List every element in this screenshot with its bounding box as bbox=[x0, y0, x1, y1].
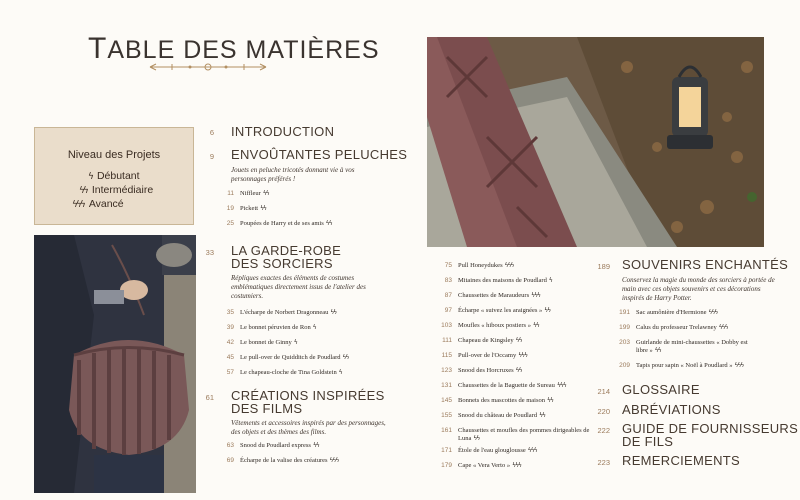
toc-item[interactable]: L'écharpe de Norbert Dragonneau ϟϟ bbox=[240, 309, 337, 316]
section-description: Vêtements et accessoires inspirés par des personnages, des objets et des thèmes des films. bbox=[231, 419, 386, 436]
toc-item[interactable]: Le pull-over de Quidditch de Poudlard ϟϟ bbox=[240, 354, 349, 361]
item-page: 83 bbox=[444, 277, 452, 284]
toc-item[interactable]: Pull-over de l'Occamy ϟϟϟ bbox=[458, 352, 528, 359]
section-description: Jouets en peluche tricotés donnant vie à vos personnages préférés ! bbox=[231, 166, 355, 183]
lightning-icon: ϟϟ bbox=[547, 397, 553, 404]
item-page: 87 bbox=[444, 292, 452, 299]
item-page: 191 bbox=[619, 309, 630, 316]
item-page: 123 bbox=[441, 367, 452, 374]
section-description: Répliques exactes des éléments de costumes emblématiques directement issus de l'atelier des costumiers. bbox=[231, 274, 366, 300]
toc-item[interactable]: Calus du professeur Trelawney ϟϟϟ bbox=[636, 324, 728, 331]
item-page: 63 bbox=[226, 442, 234, 449]
section-page: 189 bbox=[597, 262, 610, 271]
lightning-icon: ϟϟ bbox=[532, 322, 539, 329]
lightning-icon: ϟϟϟ bbox=[329, 457, 339, 464]
item-page: 75 bbox=[444, 262, 452, 269]
lightning-icon: ϟϟϟ bbox=[556, 382, 566, 389]
toc-item[interactable]: Moufles « hiboux postiers » ϟϟ bbox=[458, 322, 539, 329]
item-page: 155 bbox=[441, 412, 452, 419]
section-fournisseurs[interactable]: GUIDE DE FOURNISSEURS bbox=[622, 421, 799, 436]
lightning-icon: ϟϟϟ bbox=[512, 462, 521, 469]
toc-item[interactable]: Tapis pour sapin « Noël à Poudlard » ϟϟϟ bbox=[636, 362, 744, 369]
item-page: 103 bbox=[441, 322, 452, 329]
item-page: 45 bbox=[226, 354, 234, 361]
lightning-icon: ϟϟϟ bbox=[708, 309, 718, 316]
photo-knitted-bag bbox=[34, 235, 196, 493]
item-page: 42 bbox=[226, 339, 234, 346]
legend-heading: Niveau des Projets bbox=[67, 149, 161, 161]
section-garderobe[interactable]: LA GARDE-ROBE bbox=[231, 243, 342, 258]
section-page: 61 bbox=[205, 393, 214, 402]
toc-item[interactable]: Cape « Vera Verto » ϟϟϟ bbox=[458, 462, 521, 469]
item-page: 57 bbox=[226, 369, 234, 376]
lightning-icon: ϟϟ bbox=[260, 205, 266, 212]
item-page: 19 bbox=[226, 205, 234, 212]
lightning-icon: ϟϟϟ bbox=[527, 447, 537, 454]
toc-item[interactable]: Chaussettes de la Baguette de Sureau ϟϟϟ bbox=[458, 382, 566, 389]
lightning-icon: ϟϟ bbox=[654, 347, 661, 354]
toc-item[interactable]: Guirlande de mini-chaussettes « Dobby est libre » ϟϟ bbox=[636, 339, 748, 354]
toc-item[interactable]: Chaussettes et moufles des pommes dirigeables de Luna ϟϟ bbox=[458, 427, 590, 442]
lightning-icon: ϟϟ bbox=[539, 412, 545, 419]
item-page: 199 bbox=[619, 324, 630, 331]
lightning-icon: ϟϟ bbox=[473, 435, 480, 442]
lightning-icon: ϟϟϟ bbox=[518, 352, 528, 359]
lightning-icon: ϟ bbox=[548, 277, 552, 284]
project-level-legend bbox=[34, 127, 194, 225]
item-page: 171 bbox=[441, 447, 452, 454]
item-page: 11 bbox=[227, 190, 234, 197]
toc-item[interactable]: Poupées de Harry et de ses amis ϟϟ bbox=[240, 220, 332, 227]
item-page: 97 bbox=[444, 307, 452, 314]
toc-item[interactable]: Chapeau de Kingsley ϟϟ bbox=[458, 337, 522, 344]
toc-item[interactable]: Chaussettes de Maraudeurs ϟϟϟ bbox=[458, 292, 540, 299]
lightning-icon: ϟϟϟ bbox=[718, 324, 728, 331]
toc-item[interactable]: Sac aumônière d'Hermione ϟϟϟ bbox=[636, 309, 718, 316]
section-abreviations[interactable]: ABRÉVIATIONS bbox=[622, 402, 721, 417]
lightning-icon: ϟϟϟ bbox=[504, 262, 514, 269]
lightning-icon: ϟϟ bbox=[515, 337, 522, 344]
level-advanced: ϟϟϟ Avancé bbox=[72, 198, 124, 210]
section-page: 223 bbox=[597, 458, 610, 467]
toc-item[interactable]: Bonnets des mascottes de maison ϟϟ bbox=[458, 397, 553, 404]
lightning-icon: ϟϟ bbox=[79, 186, 87, 196]
item-page: 115 bbox=[441, 352, 452, 359]
item-page: 161 bbox=[441, 427, 452, 434]
section-page: 9 bbox=[209, 152, 214, 161]
item-page: 111 bbox=[442, 337, 452, 344]
toc-item[interactable]: Snood du château de Poudlard ϟϟ bbox=[458, 412, 545, 419]
item-page: 39 bbox=[226, 324, 234, 331]
section-garderobe-line2: DES SORCIERS bbox=[231, 256, 333, 271]
lightning-icon: ϟ bbox=[293, 339, 297, 346]
section-page: 33 bbox=[205, 248, 214, 257]
item-page: 69 bbox=[226, 457, 234, 464]
section-page: 214 bbox=[597, 387, 610, 396]
toc-item[interactable]: Pickett ϟϟ bbox=[240, 205, 266, 212]
lightning-icon: ϟϟ bbox=[544, 307, 551, 314]
lightning-icon: ϟϟ bbox=[312, 442, 319, 449]
toc-item[interactable]: Écharpe « suivez les araignées » ϟϟ bbox=[458, 307, 551, 314]
toc-item[interactable]: Le bonnet de Ginny ϟ bbox=[240, 339, 297, 346]
lightning-icon: ϟϟ bbox=[342, 354, 349, 361]
lightning-icon: ϟϟϟ bbox=[734, 362, 744, 369]
toc-item[interactable]: Le bonnet péruvien de Ron ϟ bbox=[240, 324, 316, 331]
section-peluches[interactable]: ENVOÛTANTES PELUCHES bbox=[231, 147, 408, 162]
lightning-icon: ϟϟ bbox=[262, 190, 269, 197]
toc-item[interactable]: Niffleur ϟϟ bbox=[240, 190, 269, 197]
item-page: 25 bbox=[226, 220, 234, 227]
title-ornament bbox=[148, 62, 268, 72]
section-glossaire[interactable]: GLOSSAIRE bbox=[622, 382, 700, 397]
toc-item[interactable]: Pull Honeydukes ϟϟϟ bbox=[458, 262, 514, 269]
toc-item[interactable]: Snood des Horcruxes ϟϟ bbox=[458, 367, 522, 374]
lightning-icon: ϟ bbox=[312, 324, 316, 331]
section-page: 220 bbox=[597, 407, 610, 416]
page-title: TABLE DES MATIÈRES bbox=[88, 32, 380, 65]
lightning-icon: ϟϟ bbox=[330, 309, 337, 316]
level-beginner: ϟ Débutant bbox=[88, 170, 140, 182]
section-page: 222 bbox=[597, 426, 610, 435]
lightning-icon: ϟϟϟ bbox=[72, 200, 84, 210]
lightning-icon: ϟϟ bbox=[325, 220, 332, 227]
toc-item[interactable]: Écharpe de la valise des créatures ϟϟϟ bbox=[240, 457, 339, 464]
item-page: 179 bbox=[441, 462, 452, 469]
section-fournisseurs-line2: DE FILS bbox=[622, 434, 674, 449]
section-description: Conservez la magie du monde des sorciers à portée de main avec ces objets souvenirs et ces décorations inspirés de Harry Potter. bbox=[622, 276, 775, 302]
toc-item[interactable]: Mitaines des maisons de Poudlard ϟ bbox=[458, 277, 552, 284]
toc-item[interactable]: Snood du Poudlard express ϟϟ bbox=[240, 442, 319, 449]
section-page: 6 bbox=[209, 128, 214, 137]
section-souvenirs[interactable]: SOUVENIRS ENCHANTÉS bbox=[622, 257, 789, 272]
item-page: 145 bbox=[441, 397, 452, 404]
lightning-icon: ϟϟ bbox=[515, 367, 522, 374]
item-page: 203 bbox=[619, 339, 630, 346]
toc-item[interactable]: Le chapeau-cloche de Tina Goldstein ϟ bbox=[240, 369, 342, 376]
lightning-icon: ϟ bbox=[88, 172, 92, 182]
photo-knitted-scarf-lantern bbox=[427, 37, 764, 247]
lightning-icon: ϟϟϟ bbox=[531, 292, 540, 299]
section-remerciements[interactable]: REMERCIEMENTS bbox=[622, 453, 741, 468]
section-creations-line2: DES FILMS bbox=[231, 401, 303, 416]
item-page: 131 bbox=[441, 382, 452, 389]
item-page: 35 bbox=[226, 309, 234, 316]
item-page: 209 bbox=[619, 362, 630, 369]
section-introduction[interactable]: INTRODUCTION bbox=[231, 124, 335, 139]
toc-item[interactable]: Étole de l'eau glouglousse ϟϟϟ bbox=[458, 447, 537, 454]
section-creations[interactable]: CRÉATIONS INSPIRÉES bbox=[231, 388, 385, 403]
level-intermediate: ϟϟ Intermédiaire bbox=[79, 184, 154, 196]
lightning-icon: ϟ bbox=[338, 369, 342, 376]
